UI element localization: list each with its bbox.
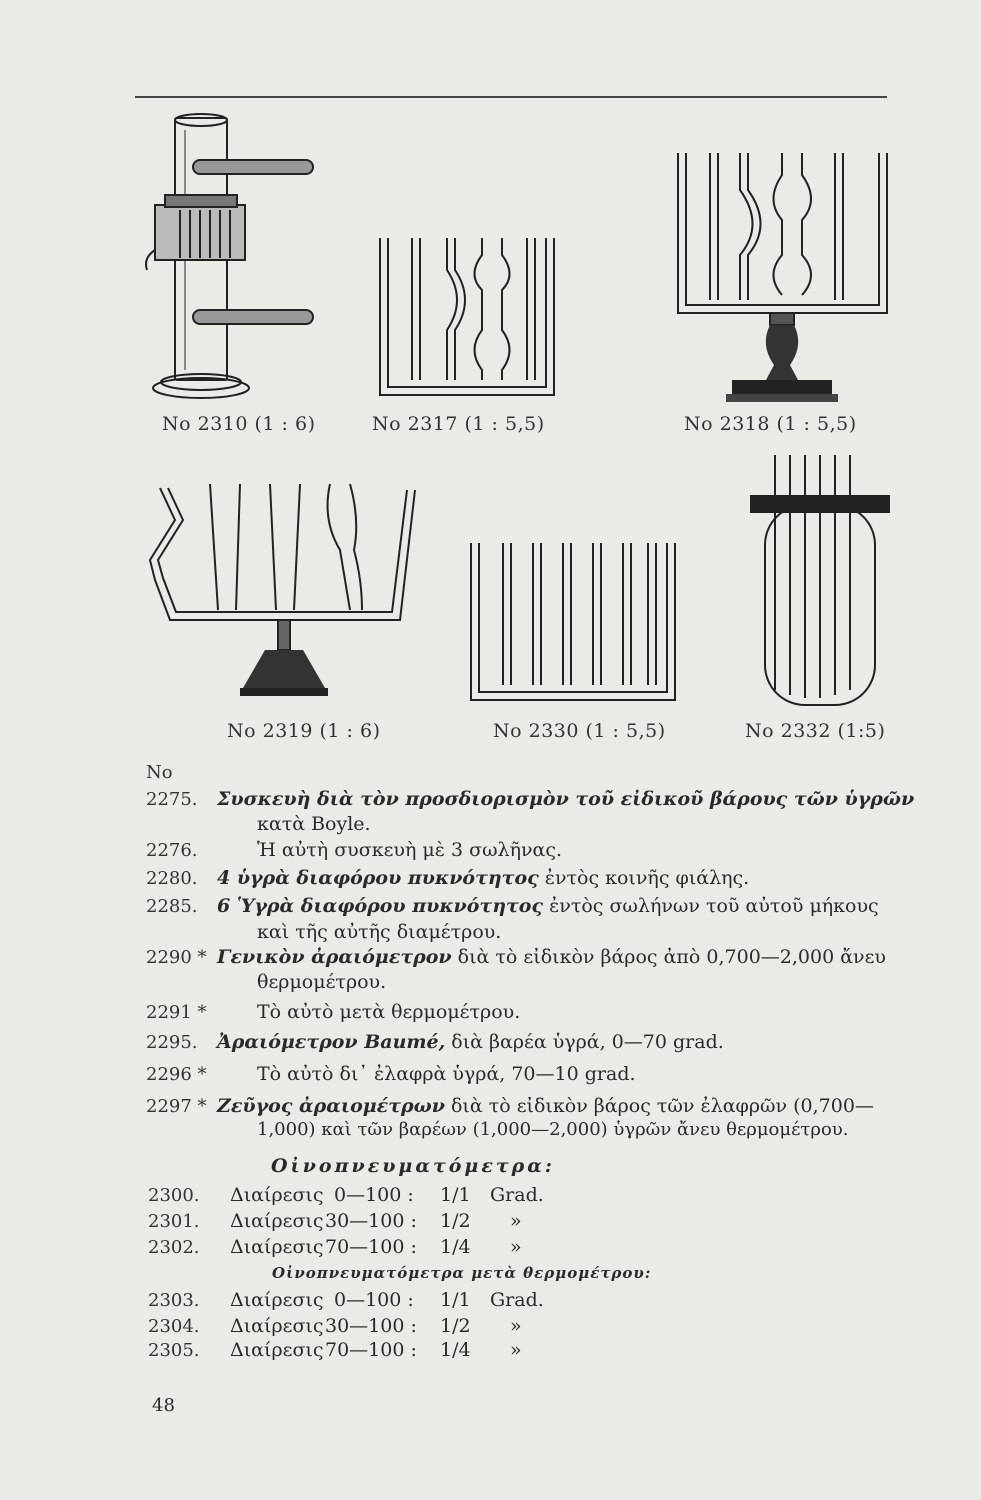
row-num: 2303. [148,1290,200,1311]
row-label: Διαίρεσις [230,1210,324,1232]
row-frac: 1/4 [440,1236,471,1258]
row-frac: 1/2 [440,1210,471,1232]
caption-2330: No 2330 (1 : 5,5) [493,720,666,742]
caption-2332: No 2332 (1:5) [745,720,886,742]
entry-title: Γενικὸν ἀραιόμετρον [217,946,452,968]
figure-2332-drawing [745,450,895,715]
row-frac: 1/1 [440,1184,471,1206]
entry-title: Συσκευὴ διὰ τὸν προσδιορισμὸν τοῦ εἰδικοῦ βάρους τῶν ὑγρῶν [217,788,915,810]
entry-title: 6 Ὑγρὰ διαφόρου πυκνότητος [217,895,544,917]
row-label: Διαίρεσις [230,1236,324,1258]
entry-num: 2285. [146,896,198,917]
caption-2319: No 2319 (1 : 6) [227,720,381,742]
entry-title: 4 ὑγρὰ διαφόρου πυκνότητος [217,867,539,889]
row-unit: Grad. [490,1289,544,1311]
entry-num: 2290 * [146,947,207,968]
row-range: 70—100 : [325,1339,417,1361]
figure-2330-drawing [463,535,683,710]
row-frac: 1/1 [440,1289,471,1311]
row-num: 2300. [148,1185,200,1206]
entry-num: 2296 * [146,1064,207,1085]
top-rule [135,96,887,98]
entry-line [217,867,749,889]
section-title: Οἰνοπνευματόμετρα μετὰ θερμομέτρου: [272,1264,652,1282]
row-unit: » [510,1339,522,1361]
figure-2319-drawing [140,470,420,710]
entry-text: διὰ τὸ εἰδικὸν βάρος ἀπὸ 0,700—2,000 ἄνευ [451,946,886,968]
entry-num: 2297 * [146,1096,207,1117]
row-num: 2304. [148,1316,200,1337]
entry-text: Τὸ αὐτὸ μετὰ θερμομέτρου. [257,1001,521,1023]
row-num: 2305. [148,1340,200,1361]
row-num: 2301. [148,1211,200,1232]
entry-line [217,1095,874,1117]
entry-line [217,946,886,968]
entry-title: Ζεῦγος ἀραιομέτρων [217,1095,445,1117]
entry-line [217,1031,724,1053]
entry-text: θερμομέτρου. [257,971,387,993]
entry-text: καὶ τῆς αὐτῆς διαμέτρου. [257,921,502,943]
row-label: Διαίρεσις [230,1289,324,1311]
entry-num: 2280. [146,868,198,889]
entry-num: 2275. [146,789,198,810]
entry-num: 2276. [146,840,198,861]
caption-2318: No 2318 (1 : 5,5) [684,413,857,435]
row-range: 0—100 : [334,1289,414,1311]
entry-num: 2295. [146,1032,198,1053]
entry-text: κατὰ Boyle. [257,813,371,835]
row-num: 2302. [148,1237,200,1258]
entry-text: ἐντὸς σωλήνων τοῦ αὐτοῦ μήκους [543,895,879,917]
row-range: 0—100 : [334,1184,414,1206]
row-label: Διαίρεσις [230,1339,324,1361]
figure-2310-drawing [135,110,325,410]
entry-title: Ἀραιόμετρον Baumé, [217,1031,446,1053]
entry-text: διὰ τὸ εἰδικὸν βάρος τῶν ἐλαφρῶν (0,700— [444,1095,874,1117]
row-label: Διαίρεσις [230,1315,324,1337]
entry-num: 2291 * [146,1002,207,1023]
row-unit: » [510,1315,522,1337]
entry-text: Ἡ αὐτὴ συσκευὴ μὲ 3 σωλῆνας. [257,839,563,861]
entry-text: 1,000) καὶ τῶν βαρέων (1,000—2,000) ὑγρῶν ἄνευ θερμομέτρου. [257,1119,849,1140]
row-unit: Grad. [490,1184,544,1206]
caption-2317: No 2317 (1 : 5,5) [372,413,545,435]
entry-text: διὰ βαρέα ὑγρά, 0—70 grad. [445,1031,724,1053]
row-unit: » [510,1210,522,1232]
section-title: Οἰνοπνευματόμετρα: [271,1155,555,1177]
row-range: 30—100 : [325,1210,417,1232]
entry-text: ἐντὸς κοινῆς φιάλης. [538,867,750,889]
caption-2310: No 2310 (1 : 6) [162,413,316,435]
figure-2318-drawing [670,145,895,410]
figure-2317-drawing [372,230,562,410]
row-frac: 1/2 [440,1315,471,1337]
row-label: Διαίρεσις [230,1184,324,1206]
row-range: 30—100 : [325,1315,417,1337]
entry-text: Τὸ αὐτὸ δι᾽ ἐλαφρὰ ὑγρά, 70—10 grad. [257,1063,636,1085]
row-range: 70—100 : [325,1236,417,1258]
row-frac: 1/4 [440,1339,471,1361]
page-number: 48 [152,1395,175,1416]
row-unit: » [510,1236,522,1258]
entry-line [217,895,879,917]
no-header: No [146,762,173,783]
